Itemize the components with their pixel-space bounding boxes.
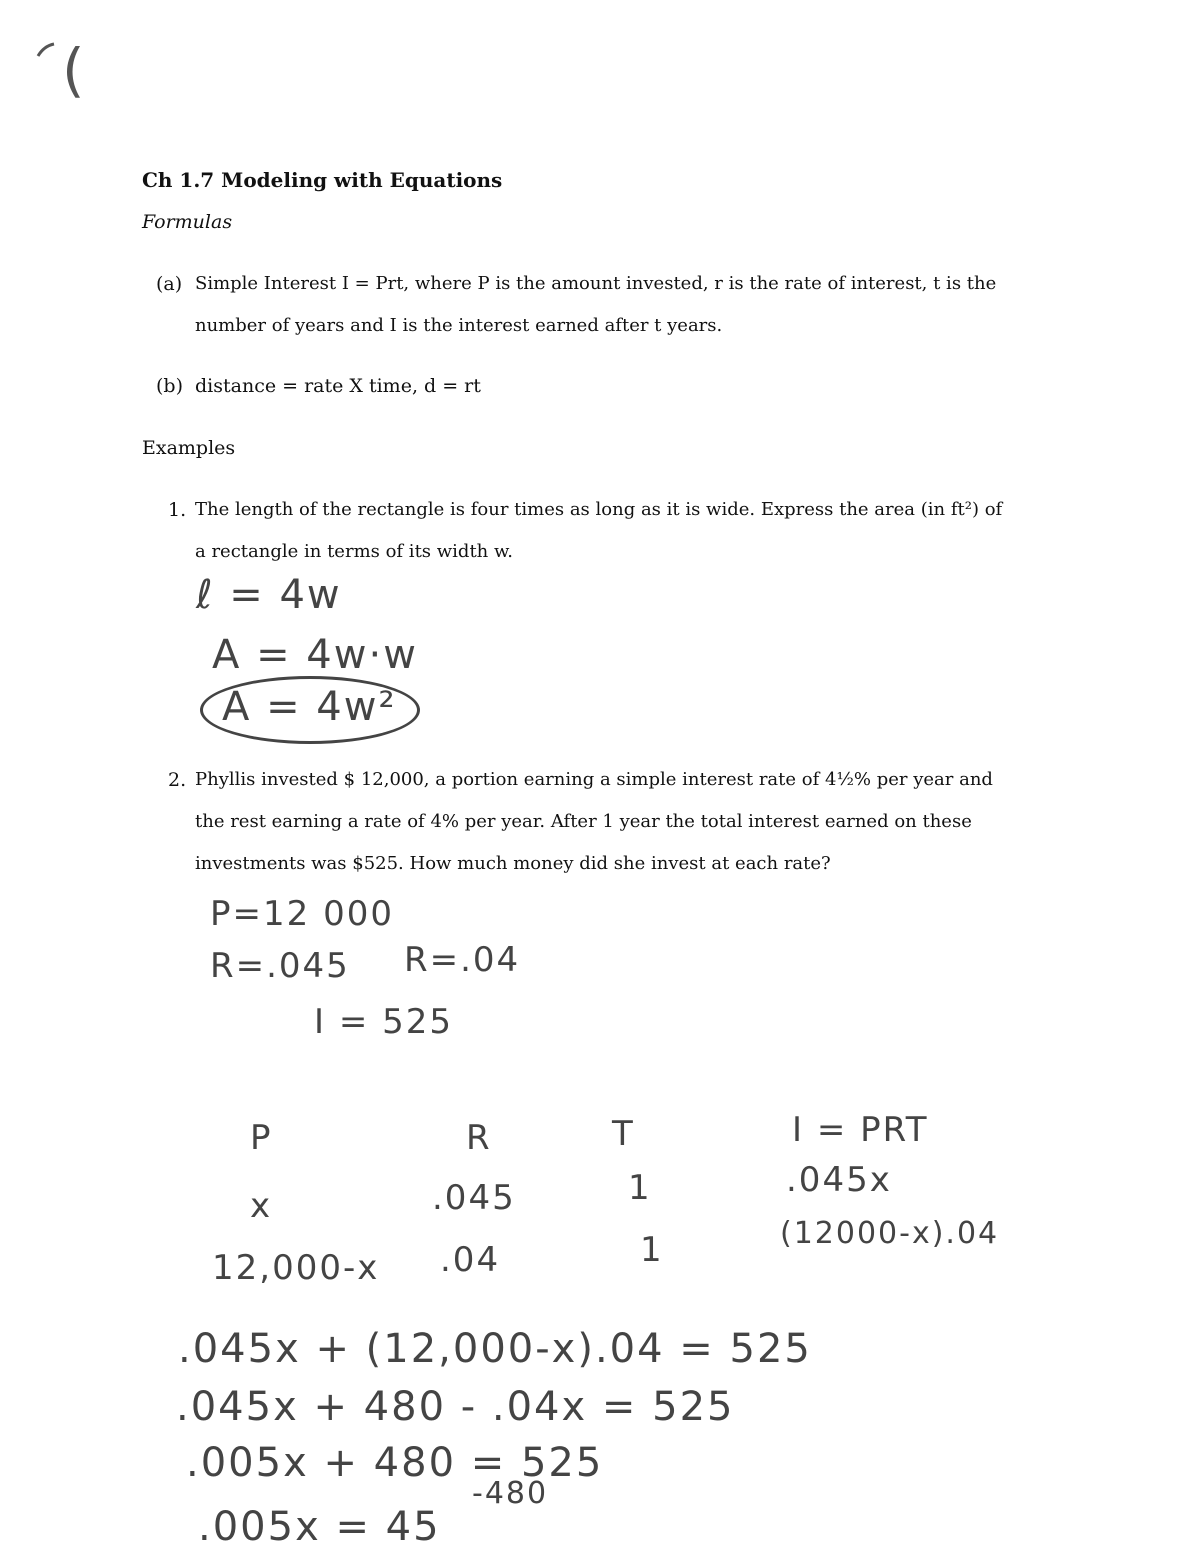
example-1-line2: a rectangle in terms of its width w. [195,541,513,562]
example-2-line1: Phyllis invested $ 12,000, a portion earning a simple interest rate of 4½% per year and [195,769,993,790]
ex2-given-rate-1: R=.045 [210,946,350,986]
ex1-work-area-result: A = 4w² [222,684,397,730]
table-row2-r: .04 [440,1240,501,1280]
ex2-given-principal: P=12 000 [210,894,394,934]
formula-a-label: (a) [156,273,183,295]
equation-2: .045x + 480 - .04x = 525 [176,1384,735,1430]
table-row1-t: 1 [628,1168,652,1208]
formula-b-label: (b) [156,375,183,397]
table-header-t: T [612,1114,635,1154]
table-header-i: I = PRT [792,1110,929,1150]
examples-heading: Examples [142,437,236,459]
example-2-line2: the rest earning a rate of 4% per year. After 1 year the total interest earned on these [195,811,972,832]
example-2-line3: investments was $525. How much money did she invest at each rate? [195,853,831,874]
equation-1: .045x + (12,000-x).04 = 525 [178,1326,812,1372]
ex2-given-interest: I = 525 [314,1002,454,1042]
example-1-line1: The length of the rectangle is four times as long as it is wide. Express the area (in ft²) of [195,499,1003,520]
table-row1-p: x [250,1186,273,1226]
equation-3: .005x + 480 = 525 [186,1440,604,1486]
page-title: Ch 1.7 Modeling with Equations [142,168,503,192]
formula-a-line2: number of years and I is the interest earned after t years. [195,315,723,336]
formula-b-text: distance = rate X time, d = rt [195,375,481,397]
table-row1-r: .045 [432,1178,516,1218]
corner-mark: ( [62,36,87,104]
table-row1-i: .045x [786,1160,892,1200]
table-header-r: R [466,1118,492,1158]
example-2-number: 2. [168,769,187,791]
formulas-heading: Formulas [142,211,233,233]
ex2-given-rate-2: R=.04 [404,940,521,980]
equation-3-subtract: -480 [472,1476,549,1511]
example-1-number: 1. [168,499,187,521]
table-row2-i: (12000-x).04 [780,1216,1000,1251]
table-row2-p: 12,000-x [212,1248,380,1288]
ex1-work-area-product: A = 4w·w [212,632,418,678]
table-row2-t: 1 [640,1230,664,1270]
formula-a-line1: Simple Interest I = Prt, where P is the amount invested, r is the rate of interest, t is the [195,273,997,294]
table-header-p: P [250,1118,273,1158]
answer-circle [200,676,420,744]
equation-4: .005x = 45 [198,1504,441,1550]
ex1-work-l-equals-4w: ℓ = 4w [196,572,342,618]
